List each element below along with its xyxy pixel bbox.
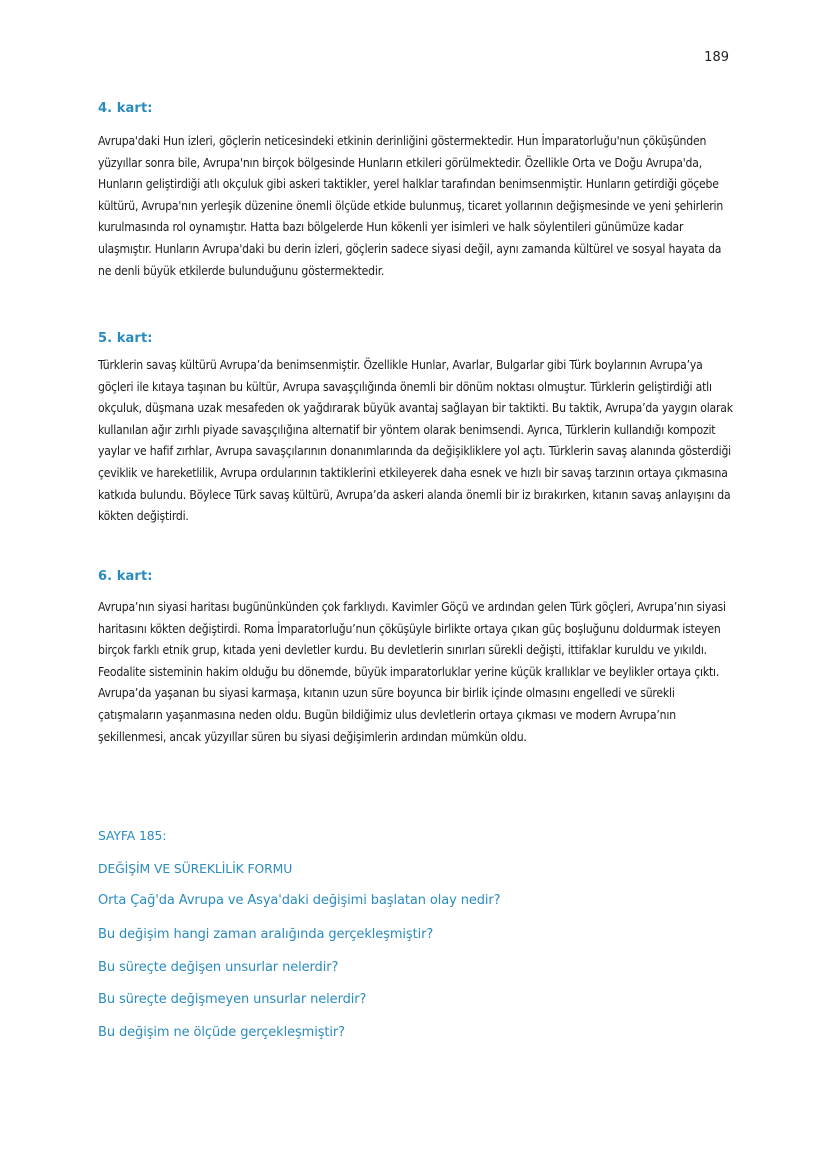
card-6-heading: 6. kart: [98,569,153,584]
page-number: 189 [704,50,729,65]
card-4-text: Avrupa'daki Hun izleri, göçlerin neticesindeki etkinin derinliğini göstermektedir. Hun İmparatorluğu'nun çöküşünden yüzyıllar sonra bile, Avrupa'nın birçok bölgesinde Hunların etkileri görülmektedir. Özellikle Orta ve Doğu Avrupa'da, Hunların geliştirdiği atlı okçuluk gibi askeri taktikler, yerel halklar tarafından benimsenmiştir. Hunların getirdiği göçebe kültürü, Avrupa'nın yerleşik düzenine önemli ölçüde etkide bulunmuş, ticaret yollarının değişmesinde ve yeni şehirlerin kurulmasında rol oynamıştır. Hatta bazı bölgelerde Hun kökenli yer isimleri ve halk söylentileri günümüze kadar ulaşmıştır. Hunların Avrupa'daki bu derin izleri, göçlerin sadece siyasi değil, aynı zamanda kültürel ve sosyal hayata da ne denli büyük etkilerde bulunduğunu göstermektedir. [98,134,724,278]
form-question: Bu süreçte değişen unsurlar nelerdir? [98,960,339,975]
form-question: Bu süreçte değişmeyen unsurlar nelerdir? [98,992,367,1007]
form-page-label: SAYFA 185: [98,828,167,843]
form-question: Bu değişim hangi zaman aralığında gerçekleşmiştir? [98,927,434,942]
card-6-text: Avrupa’nın siyasi haritası bugününkünden çok farklıydı. Kavimler Göçü ve ardından gelen Türk göçleri, Avrupa’nın siyasi haritasını kökten değiştirdi. Roma İmparatorluğu’nun çöküşüyle birlikte ortaya çıkan güç boşluğunu doldurmak isteyen birçok farklı etnik grup, kıtada yeni devletler kurdu. Bu devletlerin sınırları sürekli değişti, ittifaklar kuruldu ve yıkıldı. Feodalite sisteminin hakim olduğu bu dönemde, büyük imparatorluklar yerine küçük krallıklar ve beylikler ortaya çıktı. Avrupa’da yaşanan bu siyasi karmaşa, kıtanın uzun süre boyunca bir birlik içinde olmasını engelledi ve sürekli çatışmaların yaşanmasına neden oldu. Bugün bildiğimiz ulus devletlerin ortaya çıkması ve modern Avrupa’nın şekillenmesi, ancak yüzyıllar süren bu siyasi değişimlerin ardından mümkün oldu. [98,600,726,744]
card-4-heading: 4. kart: [98,101,153,116]
card-5-text: Türklerin savaş kültürü Avrupa’da benimsenmiştir. Özellikle Hunlar, Avarlar, Bulgarlar gibi Türk boylarının Avrupa’ya göçleri ile kıtaya taşınan bu kültür, Avrupa savaşçılığında önemli bir dönüm noktası olmuştur. Türklerin geliştirdiği atlı okçuluk, düşmana uzak mesafeden ok yağdırarak büyük avantaj sağlayan bir taktikti. Bu taktik, Avrupa’da yaygın olarak kullanılan ağır zırhlı piyade savaşçılığına alternatif bir yöntem olarak benimsendi. Ayrıca, Türklerin kullandığı kompozit yaylar ve hafif zırhlar, Avrupa savaşçılarının donanımlarında da değişikliklere yol açtı. Türklerin savaş alanında gösterdiği çeviklik ve hareketlilik, Avrupa ordularının taktiklerini etkileyerek daha esnek ve hızlı bir savaş tarzının ortaya çıkmasına katkıda bulundu. Böylece Türk savaş kültürü, Avrupa’da askeri alanda önemli bir iz bırakırken, kıtanın savaş anlayışını da kökten değiştirdi. [98,358,733,524]
form-question: Bu değişim ne ölçüde gerçekleşmiştir? [98,1025,345,1040]
card-5-heading: 5. kart: [98,331,153,346]
form-title: DEĞİŞİM VE SÜREKLİLİK FORMU [98,861,293,876]
form-question: Orta Çağ'da Avrupa ve Asya'daki değişimi başlatan olay nedir? [98,893,501,908]
